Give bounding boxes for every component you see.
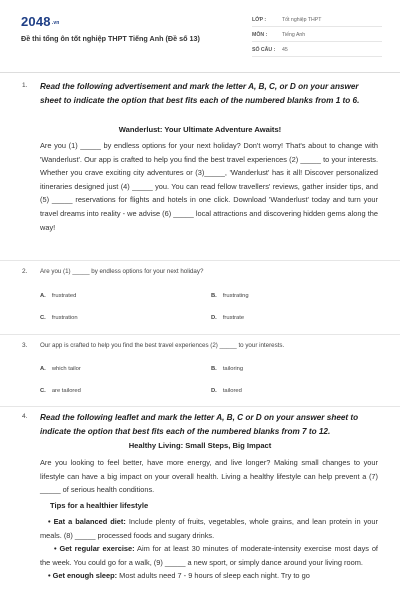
option-d[interactable]: D. frustrate — [211, 315, 245, 321]
option-a[interactable]: A. which tailor — [40, 366, 81, 372]
question-4: 4. Read the following leaflet and mark the letter A, B, C or D on your answer sheet to indicate the option that best fits each of the numbered blanks from 7 to 12. Healthy Living: Small Steps, Big Impact Are you looking to feel better, have more energy, and live longer? Making small changes to your lifestyle can have a big impact on your overall health. Living a healthy lifestyle can help prevent a (7) _____ of serious health conditions. Tips for a healthier lifestyle • Eat a balanced diet: Include plenty of fruits, vegetables, whole grains, and lean protein in your meals. (8) _____ processed foods and sugary drinks. • Get regular exercise: Aim for at least 30 minutes of moderate-intensity exercise most days of the week. You could go for a walk, (9) _____ a new sport, or simply dance around your living room. • Get enough sleep: Most adults need 7 - 9 hours of sleep each night. Try to go — [22, 411, 378, 600]
option-b[interactable]: B. frustrating — [211, 293, 249, 299]
page-header — [0, 0, 400, 73]
leaflet-title: Healthy Living: Small Steps, Big Impact — [128, 441, 272, 450]
option-c[interactable]: C. are tailored — [40, 388, 81, 394]
meta-question-count: SỐ CÂU : 45 — [252, 44, 382, 57]
leaflet-intro: Are you looking to feel better, have more energy, and live longer? Making small changes to your lifestyle can have a big impact on your overall health. Living a healthy lifestyle can help prevent a (7) _____ of serious health conditions. — [40, 458, 378, 495]
tips-heading: Tips for a healthier lifestyle — [50, 501, 149, 510]
option-b[interactable]: B. tailoring — [211, 366, 244, 372]
tip-item: • Get regular exercise: Aim for at least 30 minutes of moderate-intensity exercise most days of the week. You could go for a walk, (9) _____ a new sport, or simply dance around your living room. — [40, 544, 378, 567]
passage-title: Wanderlust: Your Ultimate Adventure Awaits! — [118, 125, 282, 134]
divider — [0, 334, 400, 335]
tip-item: • Get enough sleep: Most adults need 7 - 9 hours of sleep each night. Try to go — [48, 571, 310, 581]
instruction: Read the following leaflet and mark the letter A, B, C or D on your answer sheet to indicate the option that best fits each of the numbered blanks from 7 to 12. — [40, 413, 359, 436]
option-c[interactable]: C. frustration — [40, 315, 78, 321]
site-logo[interactable]: 2048.vn — [21, 14, 60, 29]
question-2: 2. Are you (1) _____ by endless options for your next holiday? A. frustrated B. frustrating C. frustration D. frustrate — [22, 268, 249, 321]
passage-text: Are you (1) _____ by endless options for your next holiday? Don't worry! That's about to change with 'Wanderlust'. Our app is crafted to help you find the best travel experiences (2) _____ to your interests. Whether you crave exciting city adventures or (3)_____, 'Wanderlust' has it all! Discover personalized itineraries designed just (4) _____ you. You can read fellow travellers' reviews, gather insider tips, and (5) _____ reservations for flights and hotels in one click. Download 'Wanderlust' today and turn your travel dreams into reality - we advise (6) _____ local attractions and discovering hidden gems along the way! — [40, 141, 378, 232]
divider — [0, 260, 400, 261]
tip-item: • Eat a balanced diet: Include plenty of fruits, vegetables, whole grains, and lean protein in your meals. (8) _____ processed foods and sugary drinks. — [40, 517, 378, 540]
question-1: 1. Read the following advertisement and mark the letter A, B, C, or D on your answer sheet to indicate the option that best fits each of the numbered blanks from 1 to 6. Wanderlust: Your Ultimate Adventure Awaits! Are you (1) _____ by endless options for your next holiday? Don't worry! That's about to change with 'Wanderlust'. Our app is crafted to help you find the best travel experiences (2) _____ to your interests. Whether you crave exciting city adventures or (3)_____, 'Wanderlust' has it all! Discover personalized itineraries designed just (4) _____ you. You can read fellow travellers' reviews, gather insider tips, and (5) _____ reservations for flights and hotels in one click. Download 'Wanderlust' today and turn your travel dreams into reality - we advise (6) _____ local attractions and discovering hidden gems along the way! — [22, 80, 378, 255]
exam-title: Đề thi tổng ôn tốt nghiệp THPT Tiếng Anh (Đề số 13) — [21, 34, 200, 43]
instruction: Read the following advertisement and mark the letter A, B, C, or D on your answer sheet to indicate the option that best fits each of the numbered blanks from 1 to 6. — [40, 82, 360, 105]
option-a[interactable]: A. frustrated — [40, 293, 77, 299]
question-stem: Are you (1) _____ by endless options for your next holiday? — [40, 268, 204, 275]
question-3: 3. Our app is crafted to help you find the best travel experiences (2) _____ to your interests. A. which tailor B. tailoring C. are tailored D. tailored — [22, 342, 285, 394]
question-stem: Our app is crafted to help you find the best travel experiences (2) _____ to your interests. — [40, 342, 285, 349]
meta-class: LỚP : Tốt nghiệp THPT — [252, 14, 382, 27]
divider — [0, 406, 400, 407]
option-d[interactable]: D. tailored — [211, 388, 242, 394]
meta-subject: MÔN : Tiếng Anh — [252, 29, 382, 42]
tips-list — [40, 515, 378, 583]
